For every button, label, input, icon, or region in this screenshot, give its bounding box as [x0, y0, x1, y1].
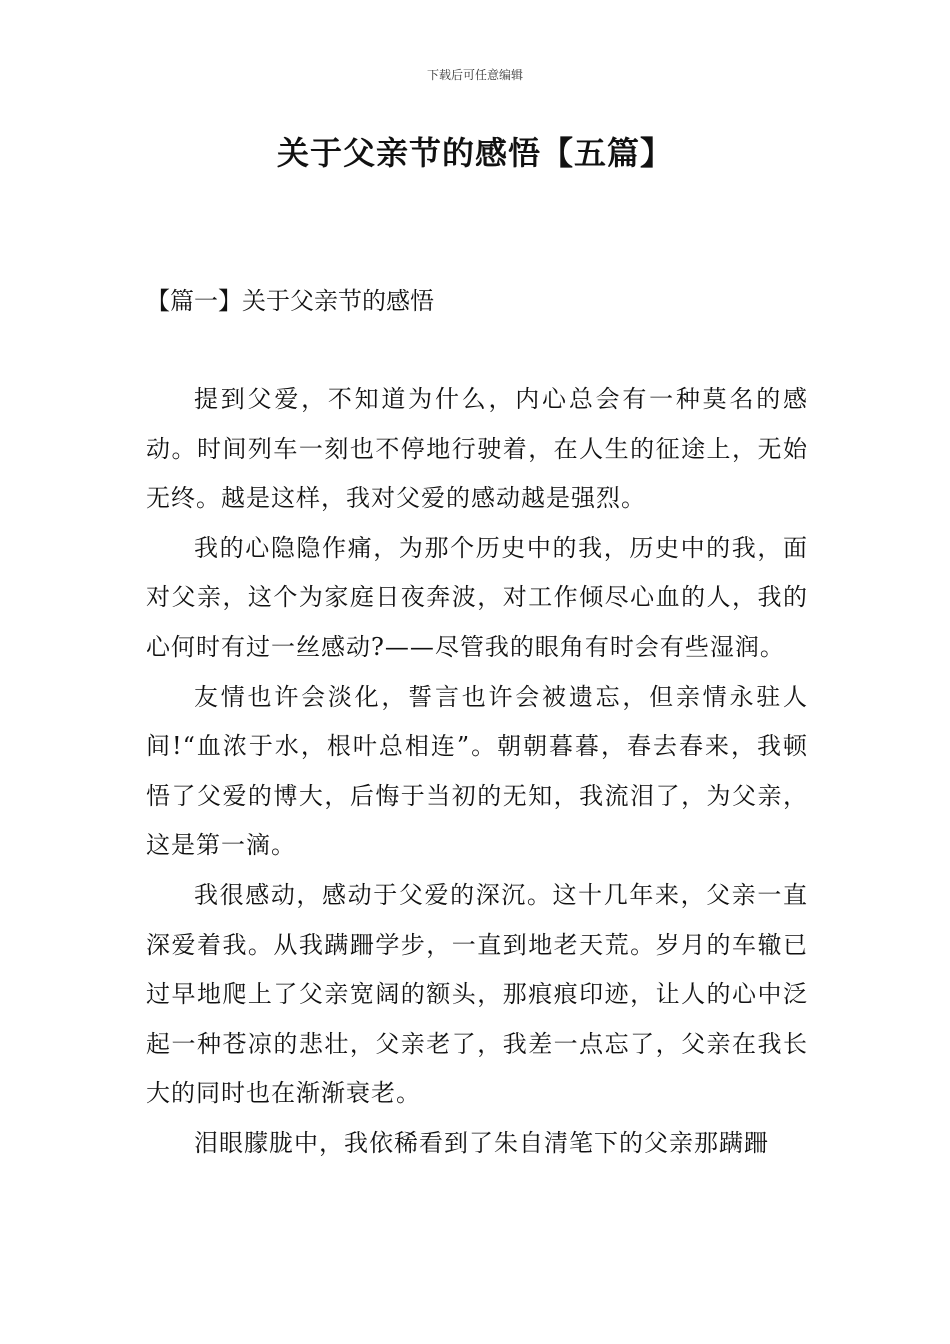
header-note: 下载后可任意编辑 — [426, 68, 523, 82]
paragraph: 我的心隐隐作痛，为那个历史中的我，历史中的我，面对父亲，这个为家庭日夜奔波，对工作倾尽心血的人，我的心何时有过一丝感动?——尽管我的眼角有时会有些湿润。 — [146, 533, 808, 661]
document-title: 关于父亲节的感悟【五篇】 — [276, 134, 673, 172]
section-heading: 【篇一】关于父亲节的感悟 — [146, 287, 434, 315]
paragraph: 提到父爱，不知道为什么，内心总会有一种莫名的感动。时间列车一刻也不停地行驶着，在人生的征途上，无始无终。越是这样，我对父爱的感动越是强烈。 — [146, 385, 808, 513]
paragraph: 我很感动，感动于父爱的深沉。这十几年来，父亲一直深爱着我。从我蹒跚学步，一直到地老天荒。岁月的车辙已过早地爬上了父亲宽阔的额头，那痕痕印迹，让人的心中泛起一种苍凉的悲壮，父亲老了，我差一点忘了，父亲在我长大的同时也在渐渐衰老。 — [146, 880, 808, 1108]
paragraph: 友情也许会淡化，誓言也许会被遗忘，但亲情永驻人间!“血浓于水，根叶总相连”。朝朝暮暮，春去春来，我顿悟了父爱的博大，后悔于当初的无知，我流泪了，为父亲，这是第一滴。 — [146, 682, 808, 860]
body-text — [146, 375, 808, 1169]
paragraph: 泪眼朦胧中，我依稀看到了朱自清笔下的父亲那蹒跚 — [194, 1128, 769, 1157]
